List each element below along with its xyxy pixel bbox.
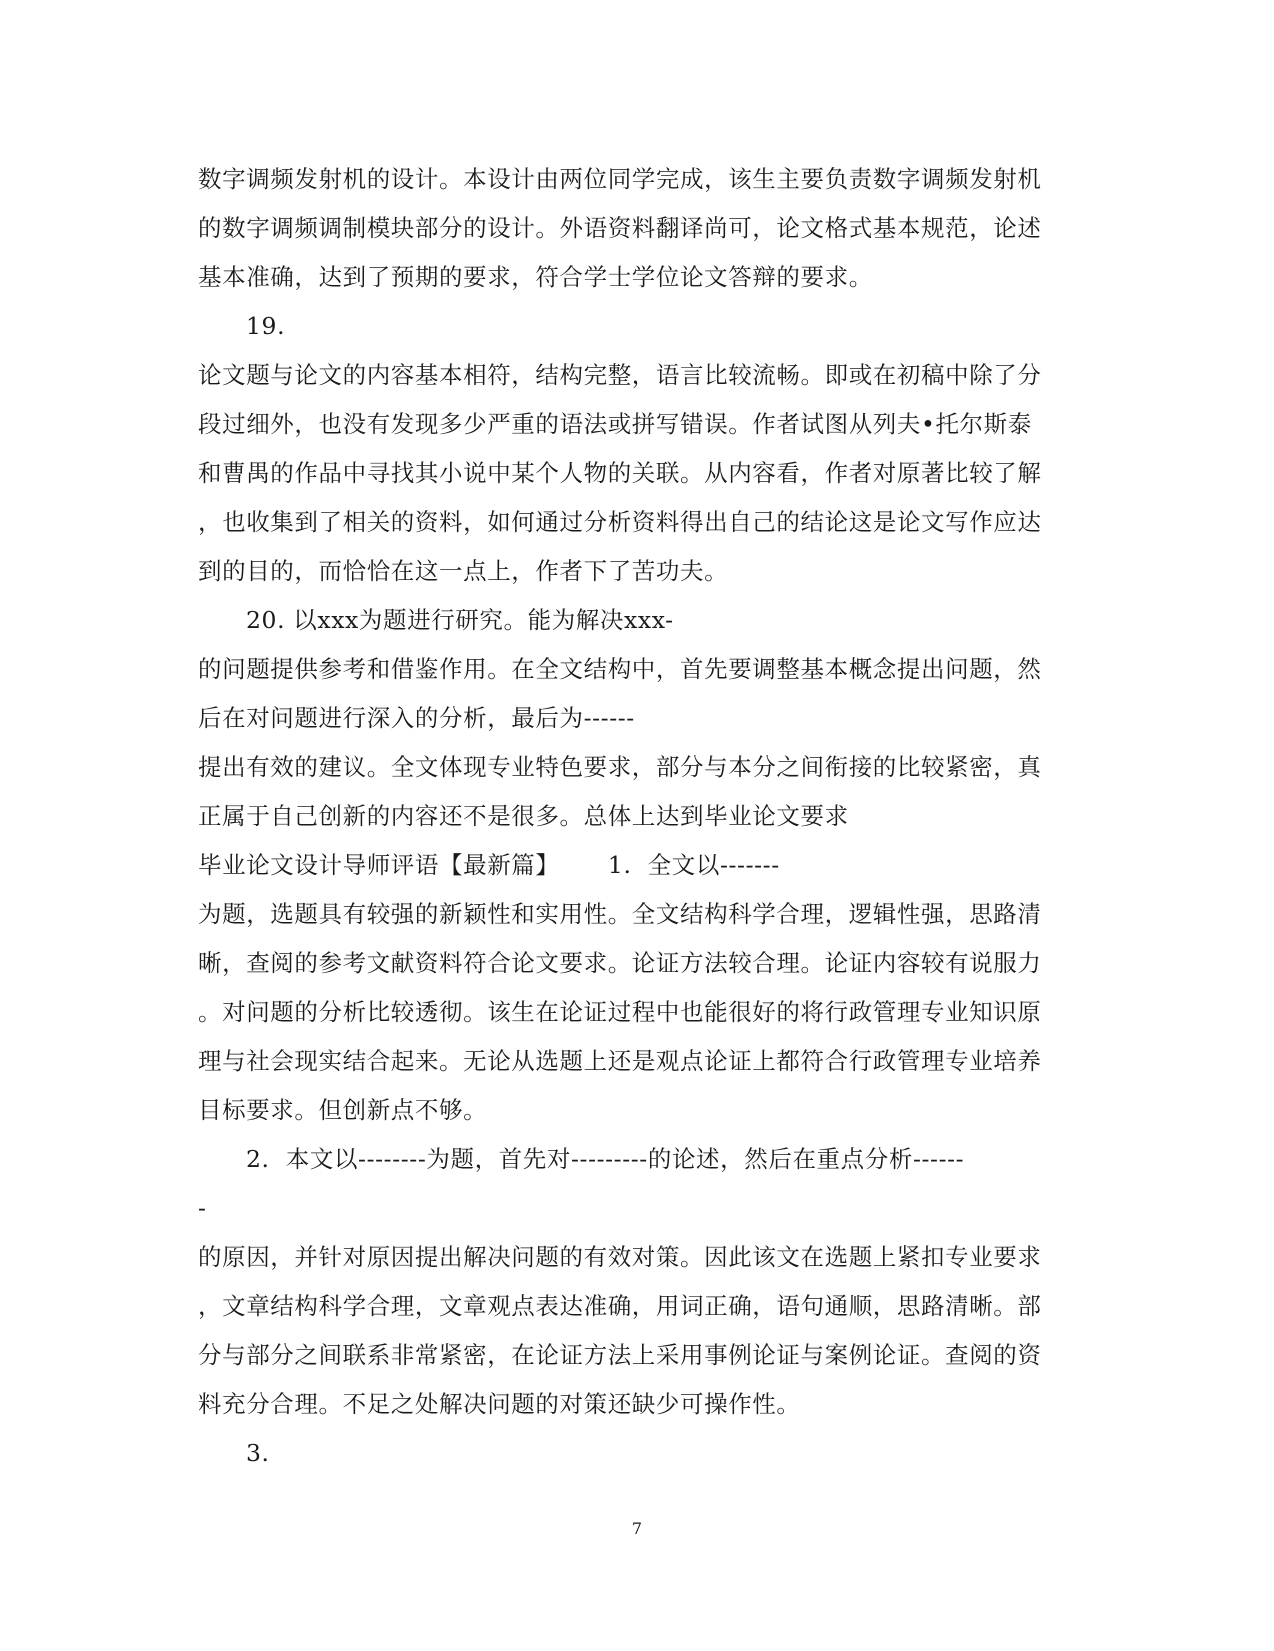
text-line: 到的目的，而恰恰在这一点上，作者下了苦功夫。	[198, 557, 729, 585]
text-line: 晰，查阅的参考文献资料符合论文要求。论证方法较合理。论证内容较有说服力	[198, 949, 1042, 977]
text-line: 目标要求。但创新点不够。	[198, 1096, 488, 1124]
section-heading-line: 毕业论文设计导师评语【最新篇】 1. 全文以-------	[198, 851, 780, 879]
page-number: 7	[631, 1519, 643, 1538]
text-line: -	[198, 1194, 207, 1222]
text-line: 正属于自己创新的内容还不是很多。总体上达到毕业论文要求	[198, 802, 849, 830]
text-line: 提出有效的建议。全文体现专业特色要求，部分与本分之间衔接的比较紧密，真	[198, 753, 1042, 781]
body-text	[198, 155, 1078, 1478]
text-line: 理与社会现实结合起来。无论从选题上还是观点论证上都符合行政管理专业培养	[198, 1047, 1042, 1075]
item-number: 3.	[246, 1439, 270, 1467]
text-line: 。对问题的分析比较透彻。该生在论证过程中也能很好的将行政管理专业知识原	[198, 998, 1042, 1026]
text-line: 段过细外，也没有发现多少严重的语法或拼写错误。作者试图从列夫•托尔斯泰	[198, 410, 1032, 438]
text-line: 分与部分之间联系非常紧密，在论证方法上采用事例论证与案例论证。查阅的资	[198, 1341, 1042, 1369]
text-line: 和曹禺的作品中寻找其小说中某个人物的关联。从内容看，作者对原著比较了解	[198, 459, 1042, 487]
text-line: 料充分合理。不足之处解决问题的对策还缺少可操作性。	[198, 1390, 801, 1418]
text-line: ，也收集到了相关的资料，如何通过分析资料得出自己的结论这是论文写作应达	[198, 508, 1042, 536]
text-line: 数字调频发射机的设计。本设计由两位同学完成，该生主要负责数字调频发射机	[198, 165, 1042, 193]
item-number: 19.	[246, 312, 286, 340]
text-line: 2. 本文以--------为题，首先对---------的论述，然后在重点分析------	[246, 1145, 965, 1173]
text-line: 为题，选题具有较强的新颖性和实用性。全文结构科学合理，逻辑性强，思路清	[198, 900, 1042, 928]
text-line: 的数字调频调制模块部分的设计。外语资料翻译尚可，论文格式基本规范，论述	[198, 214, 1042, 242]
text-line: 的原因，并针对原因提出解决问题的有效对策。因此该文在选题上紧扣专业要求	[198, 1243, 1042, 1271]
text-line: 后在对问题进行深入的分析，最后为------	[198, 704, 635, 732]
text-line: 基本准确，达到了预期的要求，符合学士学位论文答辩的要求。	[198, 263, 873, 291]
text-line: 的问题提供参考和借鉴作用。在全文结构中，首先要调整基本概念提出问题，然	[198, 655, 1042, 683]
text-line: 20. 以xxx为题进行研究。能为解决xxx-	[246, 606, 674, 634]
text-line: ，文章结构科学合理，文章观点表达准确，用词正确，语句通顺，思路清晰。部	[198, 1292, 1042, 1320]
text-line: 论文题与论文的内容基本相符，结构完整，语言比较流畅。即或在初稿中除了分	[198, 361, 1042, 389]
